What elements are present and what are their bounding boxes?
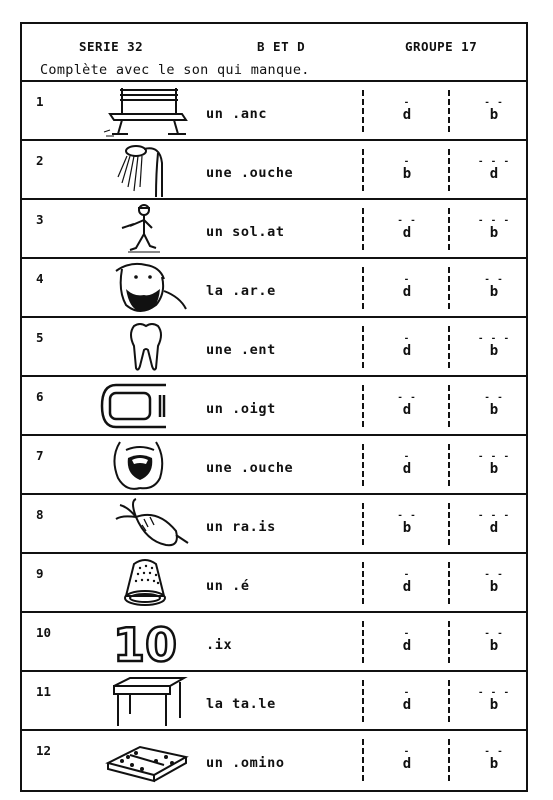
row-number: 12: [36, 743, 52, 758]
dot-marks: -: [403, 452, 411, 462]
choice-letter: b: [489, 579, 499, 595]
dashed-divider: [448, 267, 450, 309]
letter-choice[interactable]: [474, 513, 514, 536]
dot-marks: -: [403, 275, 411, 285]
dot-marks: - -: [484, 629, 504, 639]
series-label: SERIE 32: [79, 39, 144, 54]
letter-choice[interactable]: [387, 749, 427, 772]
choice-letter: b: [402, 166, 412, 182]
word-with-gap: une .ouche: [206, 165, 294, 181]
word-with-gap: un .anc: [206, 106, 268, 122]
dot-marks: - -: [484, 98, 504, 108]
choice-letter: d: [402, 697, 412, 713]
dot-marks: - - -: [477, 334, 511, 344]
exercise-row: [22, 554, 526, 613]
dot-marks: - -: [484, 747, 504, 757]
row-number: 6: [36, 389, 44, 404]
dashed-divider: [362, 326, 364, 368]
number-ten-icon: [100, 615, 190, 669]
exercise-row: [22, 377, 526, 436]
choice-letter: b: [489, 107, 499, 123]
letter-choice[interactable]: [474, 572, 514, 595]
choice-letter: b: [489, 402, 499, 418]
choice-letter: b: [489, 697, 499, 713]
dot-marks: - - -: [477, 511, 511, 521]
choice-letter: d: [402, 638, 412, 654]
instruction-text: Complète avec le son qui manque.: [40, 62, 310, 78]
letter-choice[interactable]: [474, 395, 514, 418]
dot-marks: - -: [397, 393, 417, 403]
exercise-row: [22, 82, 526, 141]
row-number: 4: [36, 271, 44, 286]
word-with-gap: un .é: [206, 578, 250, 594]
row-number: 10: [36, 625, 52, 640]
dot-marks: -: [403, 629, 411, 639]
dashed-divider: [362, 503, 364, 545]
letter-choice[interactable]: [474, 749, 514, 772]
letter-choice[interactable]: [387, 454, 427, 477]
choice-letter: d: [402, 579, 412, 595]
exercise-row: [22, 495, 526, 554]
word-with-gap: un sol.at: [206, 224, 285, 240]
row-number: 1: [36, 94, 44, 109]
bench-icon: [100, 84, 190, 138]
letter-choice[interactable]: [387, 100, 427, 123]
word-with-gap: la ta.le: [206, 696, 276, 712]
dot-marks: -: [403, 157, 411, 167]
radish-icon: [100, 497, 190, 551]
choice-letter: d: [402, 461, 412, 477]
thimble-icon: [100, 556, 190, 610]
exercise-row: [22, 613, 526, 672]
exercise-row: [22, 259, 526, 318]
dashed-divider: [448, 385, 450, 427]
choice-letter: b: [489, 284, 499, 300]
dot-marks: - -: [484, 275, 504, 285]
dashed-divider: [448, 503, 450, 545]
tooth-icon: [100, 320, 190, 374]
number-ten-text: 10: [112, 618, 178, 669]
letter-choice[interactable]: [387, 513, 427, 536]
dashed-divider: [448, 149, 450, 191]
finger-icon: [100, 379, 190, 433]
dot-marks: - - -: [477, 157, 511, 167]
word-with-gap: un .omino: [206, 755, 285, 771]
word-with-gap: une .ent: [206, 342, 276, 358]
row-number: 11: [36, 684, 52, 699]
letter-choice[interactable]: [387, 159, 427, 182]
table-icon: [100, 674, 190, 728]
dot-marks: -: [403, 98, 411, 108]
row-number: 9: [36, 566, 44, 581]
letter-choice[interactable]: [387, 336, 427, 359]
letter-choice[interactable]: [387, 277, 427, 300]
letter-choice[interactable]: [474, 631, 514, 654]
row-number: 2: [36, 153, 44, 168]
letter-choice[interactable]: [474, 277, 514, 300]
word-with-gap: un .oigt: [206, 401, 276, 417]
letter-choice[interactable]: [474, 454, 514, 477]
dashed-divider: [448, 621, 450, 663]
exercise-row: [22, 436, 526, 495]
word-with-gap: la .ar.e: [206, 283, 276, 299]
choice-letter: b: [489, 225, 499, 241]
dashed-divider: [448, 562, 450, 604]
exercise-row: [22, 672, 526, 731]
mouth-icon: [100, 438, 190, 492]
row-number: 7: [36, 448, 44, 463]
sound-pair-label: B ET D: [257, 39, 306, 54]
word-with-gap: une .ouche: [206, 460, 294, 476]
dashed-divider: [448, 208, 450, 250]
dot-marks: - -: [484, 393, 504, 403]
worksheet-header: [22, 24, 526, 82]
choice-letter: b: [489, 756, 499, 772]
exercise-row: [22, 200, 526, 259]
letter-choice[interactable]: [387, 395, 427, 418]
domino-icon: [100, 733, 190, 787]
letter-choice[interactable]: [474, 100, 514, 123]
dot-marks: - -: [397, 511, 417, 521]
dot-marks: -: [403, 688, 411, 698]
dot-marks: - - -: [477, 452, 511, 462]
beard-icon: [100, 261, 190, 315]
letter-choice[interactable]: [474, 690, 514, 713]
exercise-row: [22, 141, 526, 200]
row-number: 8: [36, 507, 44, 522]
letter-choice[interactable]: [474, 336, 514, 359]
letter-choice[interactable]: [474, 159, 514, 182]
choice-letter: d: [402, 107, 412, 123]
soldier-icon: [100, 202, 190, 256]
shower-icon: [100, 143, 190, 197]
dashed-divider: [362, 90, 364, 132]
dot-marks: -: [403, 747, 411, 757]
dashed-divider: [362, 149, 364, 191]
choice-letter: d: [402, 343, 412, 359]
choice-letter: d: [402, 756, 412, 772]
choice-letter: b: [489, 343, 499, 359]
dashed-divider: [362, 208, 364, 250]
exercise-row: [22, 731, 526, 790]
letter-choice[interactable]: [387, 690, 427, 713]
exercise-row: [22, 318, 526, 377]
row-number: 3: [36, 212, 44, 227]
choice-letter: d: [402, 225, 412, 241]
word-with-gap: un ra.is: [206, 519, 276, 535]
dot-marks: -: [403, 570, 411, 580]
dashed-divider: [448, 680, 450, 722]
dashed-divider: [362, 444, 364, 486]
choice-letter: d: [489, 166, 499, 182]
letter-choice[interactable]: [387, 572, 427, 595]
row-number: 5: [36, 330, 44, 345]
letter-choice[interactable]: [387, 218, 427, 241]
dot-marks: - - -: [477, 216, 511, 226]
choice-letter: b: [402, 520, 412, 536]
choice-letter: b: [489, 638, 499, 654]
worksheet: [20, 22, 528, 792]
dashed-divider: [362, 267, 364, 309]
dashed-divider: [362, 562, 364, 604]
word-with-gap: .ix: [206, 637, 233, 653]
dashed-divider: [362, 680, 364, 722]
dot-marks: - - -: [477, 688, 511, 698]
dashed-divider: [362, 621, 364, 663]
choice-letter: d: [402, 402, 412, 418]
choice-letter: d: [402, 284, 412, 300]
dashed-divider: [448, 326, 450, 368]
dot-marks: -: [403, 334, 411, 344]
letter-choice[interactable]: [474, 218, 514, 241]
dashed-divider: [362, 385, 364, 427]
dot-marks: - -: [484, 570, 504, 580]
dot-marks: - -: [397, 216, 417, 226]
choice-letter: d: [489, 520, 499, 536]
dashed-divider: [448, 444, 450, 486]
dashed-divider: [362, 739, 364, 781]
group-label: GROUPE 17: [405, 39, 478, 54]
choice-letter: b: [489, 461, 499, 477]
dashed-divider: [448, 90, 450, 132]
letter-choice[interactable]: [387, 631, 427, 654]
dashed-divider: [448, 739, 450, 781]
